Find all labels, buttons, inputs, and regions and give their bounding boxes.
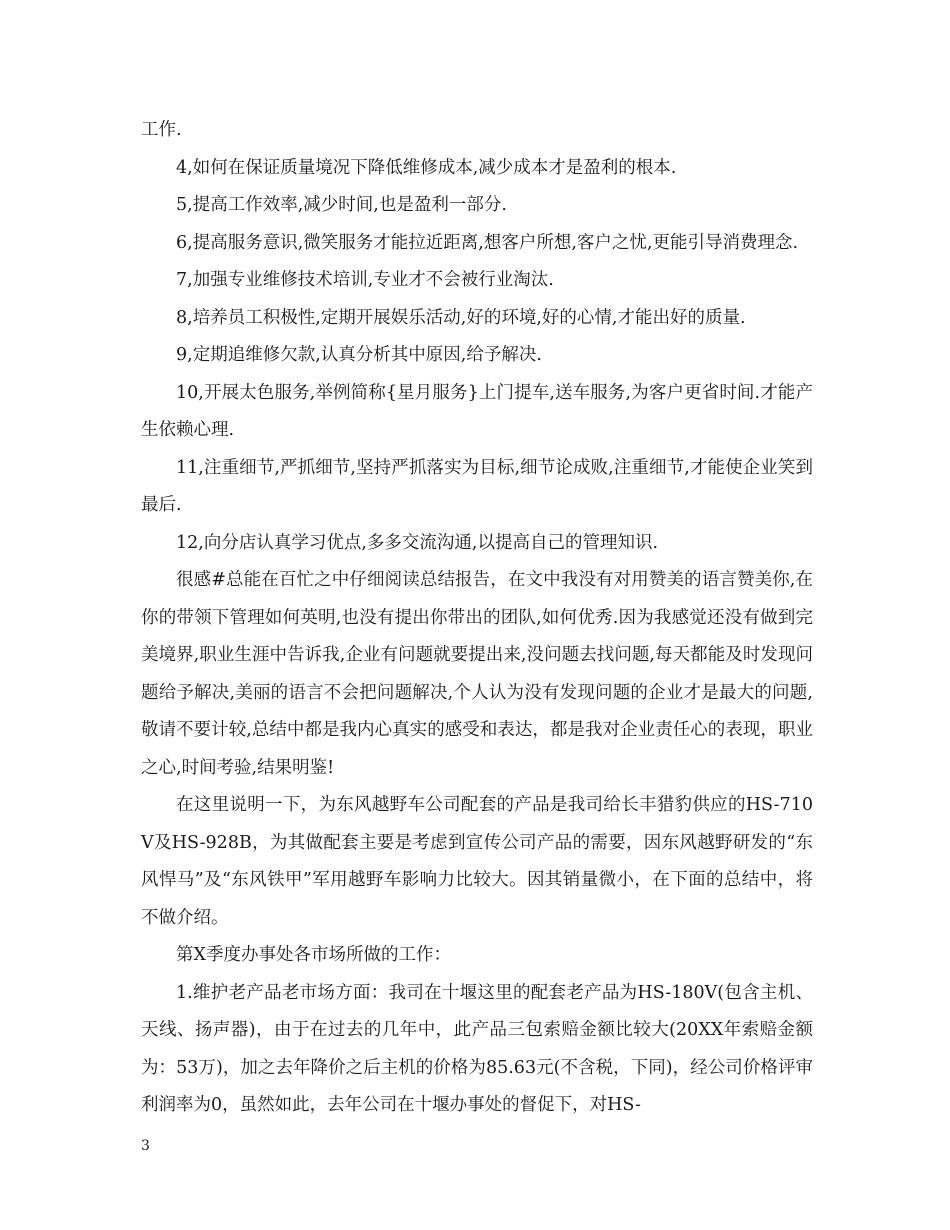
paragraph: 第X季度办事处各市场所做的工作： [176,945,451,965]
paragraph: 1.维护老产品老市场方面：我司在十堰这里的配套老产品为HS-180V(包含主机、天线、扬声器)，由于在过去的几年中，此产品三包索赔金额比较大(20XX年索赔金额为：53万)，加之去年降价之后主机的价格为85.63元(不含税，下同)，经公司价格评审利润率为0，虽然如此，去年公司在十堰办事处的督促下，对HS- [141,982,813,1115]
paragraph: 5,提高工作效率,减少时间,也是盈利一部分. [176,195,507,215]
document-body [141,112,813,1125]
paragraph: 8,培养员工积极性,定期开展娱乐活动,好的环境,好的心情,才能出好的质量. [176,307,746,328]
paragraph: 很感#总能在百忙之中仔细阅读总结报告，在文中我没有对用赞美的语言赞美你,在你的带领下管理如何英明,也没有提出你带出的团队,如何优秀.因为我感觉还没有做到完美境界,职业生涯中告诉我,企业有问题就要提出来,没问题去找问题,每天都能及时发现问题给予解决,美丽的语言不会把问题解决,个人认为没有发现问题的企业才是最大的问题,敬请不要计较,总结中都是我内心真实的感受和表达，都是我对企业责任心的表现，职业之心,时间考验,结果明鉴! [141,570,813,778]
paragraph: 6,提高服务意识,微笑服务才能拉近距离,想客户所想,客户之忧,更能引导消费理念. [176,232,799,253]
paragraph: 10,开展太色服务,举例简称{星月服务}上门提车,送车服务,为客户更省时间.才能产生依赖心理. [141,382,813,440]
paragraph: 7,加强专业维修技术培训,专业才不会被行业淘汰. [176,270,554,290]
paragraph: 在这里说明一下，为东风越野车公司配套的产品是我司给长丰猎豹供应的HS-710V及HS-928B，为其做配套主要是考虑到宣传公司产品的需要，因东风越野研发的“东风悍马”及“东风铁甲”军用越野车影响力比较大。因其销量微小，在下面的总结中，将不做介绍。 [141,795,813,928]
paragraph: 12,向分店认真学习优点,多多交流沟通,以提高自己的管理知识. [176,532,659,553]
paragraph: 9,定期追维修欠款,认真分析其中原因,给予解决. [176,345,542,365]
paragraph: 11,注重细节,严抓细节,坚持严抓落实为目标,细节论成败,注重细节,才能使企业笑到最后. [141,457,813,515]
page-number: 3 [141,1138,150,1154]
paragraph: 工作. [141,120,182,140]
paragraph: 4,如何在保证质量境况下降低维修成本,减少成本才是盈利的根本. [176,157,677,178]
